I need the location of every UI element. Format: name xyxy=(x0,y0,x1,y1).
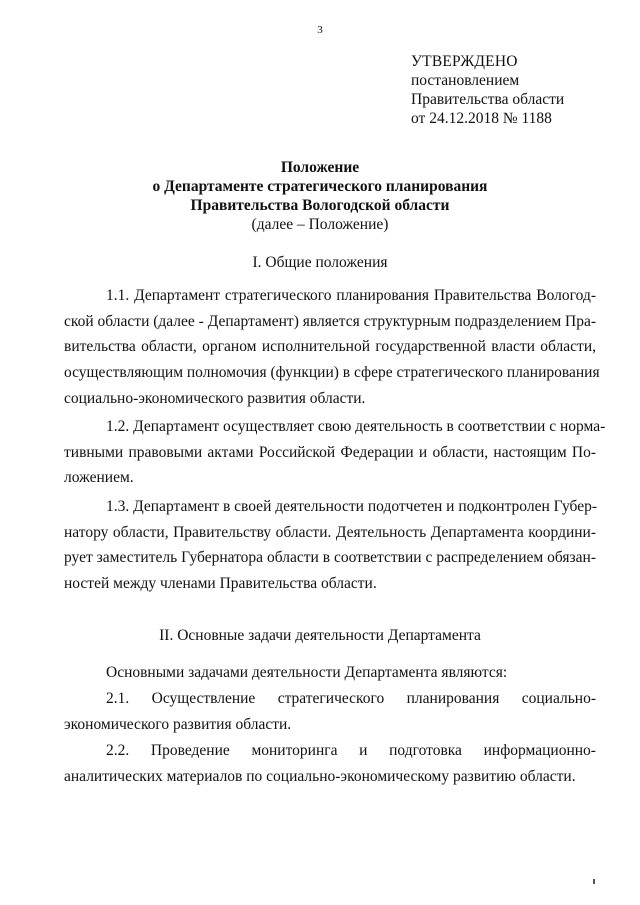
task-word: подготовка xyxy=(389,742,462,759)
title-line-4: (далее – Положение) xyxy=(251,216,389,233)
paragraph-1-2 xyxy=(64,414,606,491)
approval-line-3: Правительства области xyxy=(411,91,565,108)
paragraph-line: осуществляющим полномочия (функции) в сфере стратегического планирования xyxy=(64,364,600,382)
paragraph-line: ложением. xyxy=(64,469,134,487)
task-word: социально- xyxy=(521,690,596,707)
approval-date-number: от 24.12.2018 № 1188 xyxy=(411,110,552,127)
title-line-3: Правительства Вологодской области xyxy=(190,197,450,214)
paragraph-line: вительства области, органом исполнительной государственной власти области, xyxy=(64,338,596,356)
paragraph-line: рует заместитель Губернатора области в соответствии с распределением обязан- xyxy=(64,549,596,567)
section-2-intro xyxy=(64,660,596,686)
paragraph-line: 1.3. Департамент в своей деятельности подотчетен и подконтролен Губер- xyxy=(106,498,598,515)
title-line-2: о Департаменте стратегического планирования xyxy=(152,178,488,195)
paragraph-line: натору области, Правительству области. Деятельность Департамента координи- xyxy=(64,523,596,541)
task-line: экономического развития области. xyxy=(64,715,292,733)
page-number: 3 xyxy=(317,24,323,36)
approval-title: УТВЕРЖДЕНО xyxy=(411,53,518,70)
document-title xyxy=(0,158,640,234)
task-word: планирования xyxy=(406,690,500,707)
task-word: 2.2. xyxy=(106,742,130,759)
section-2-heading: II. Основные задачи деятельности Департамента xyxy=(159,627,481,644)
paragraph-line: ской области (далее - Департамент) является структурным подразделением Пра- xyxy=(64,312,596,330)
paragraph-line: ностей между членами Правительства области. xyxy=(64,575,377,593)
paragraph-line: 1.1. Департамент стратегического планирования Правительства Вологод- xyxy=(106,287,596,304)
task-word: мониторинга xyxy=(251,742,338,759)
paragraph-line: 1.2. Департамент осуществляет свою деятельность в соответствии с норма- xyxy=(106,418,606,435)
task-item-2-1 xyxy=(64,686,596,737)
section-1-heading: I. Общие положения xyxy=(252,254,388,271)
task-word: стратегического xyxy=(277,690,385,707)
approval-stamp xyxy=(411,52,564,128)
task-word: информационно- xyxy=(483,742,596,759)
paragraph-line: тивными правовыми актами Российской Федерации и области, настоящим По- xyxy=(64,443,596,461)
task-line xyxy=(64,738,596,764)
task-word: и xyxy=(359,742,368,759)
paragraph-1-1 xyxy=(64,283,600,412)
scan-artifact-mark xyxy=(593,879,595,884)
task-word: Проведение xyxy=(150,742,230,759)
task-line: аналитических материалов по социально-экономическому развитию области. xyxy=(64,767,576,785)
title-line-1: Положение xyxy=(280,159,360,176)
task-word: 2.1. xyxy=(106,690,130,707)
task-line xyxy=(64,686,596,712)
paragraph-line: социально-экономического развития области. xyxy=(64,389,366,407)
task-word: Осуществление xyxy=(151,690,256,707)
paragraph-1-3 xyxy=(64,494,596,597)
intro-line: Основными задачами деятельности Департамента являются: xyxy=(106,664,508,681)
task-item-2-2 xyxy=(64,738,596,789)
approval-line-2: постановлением xyxy=(411,72,520,89)
